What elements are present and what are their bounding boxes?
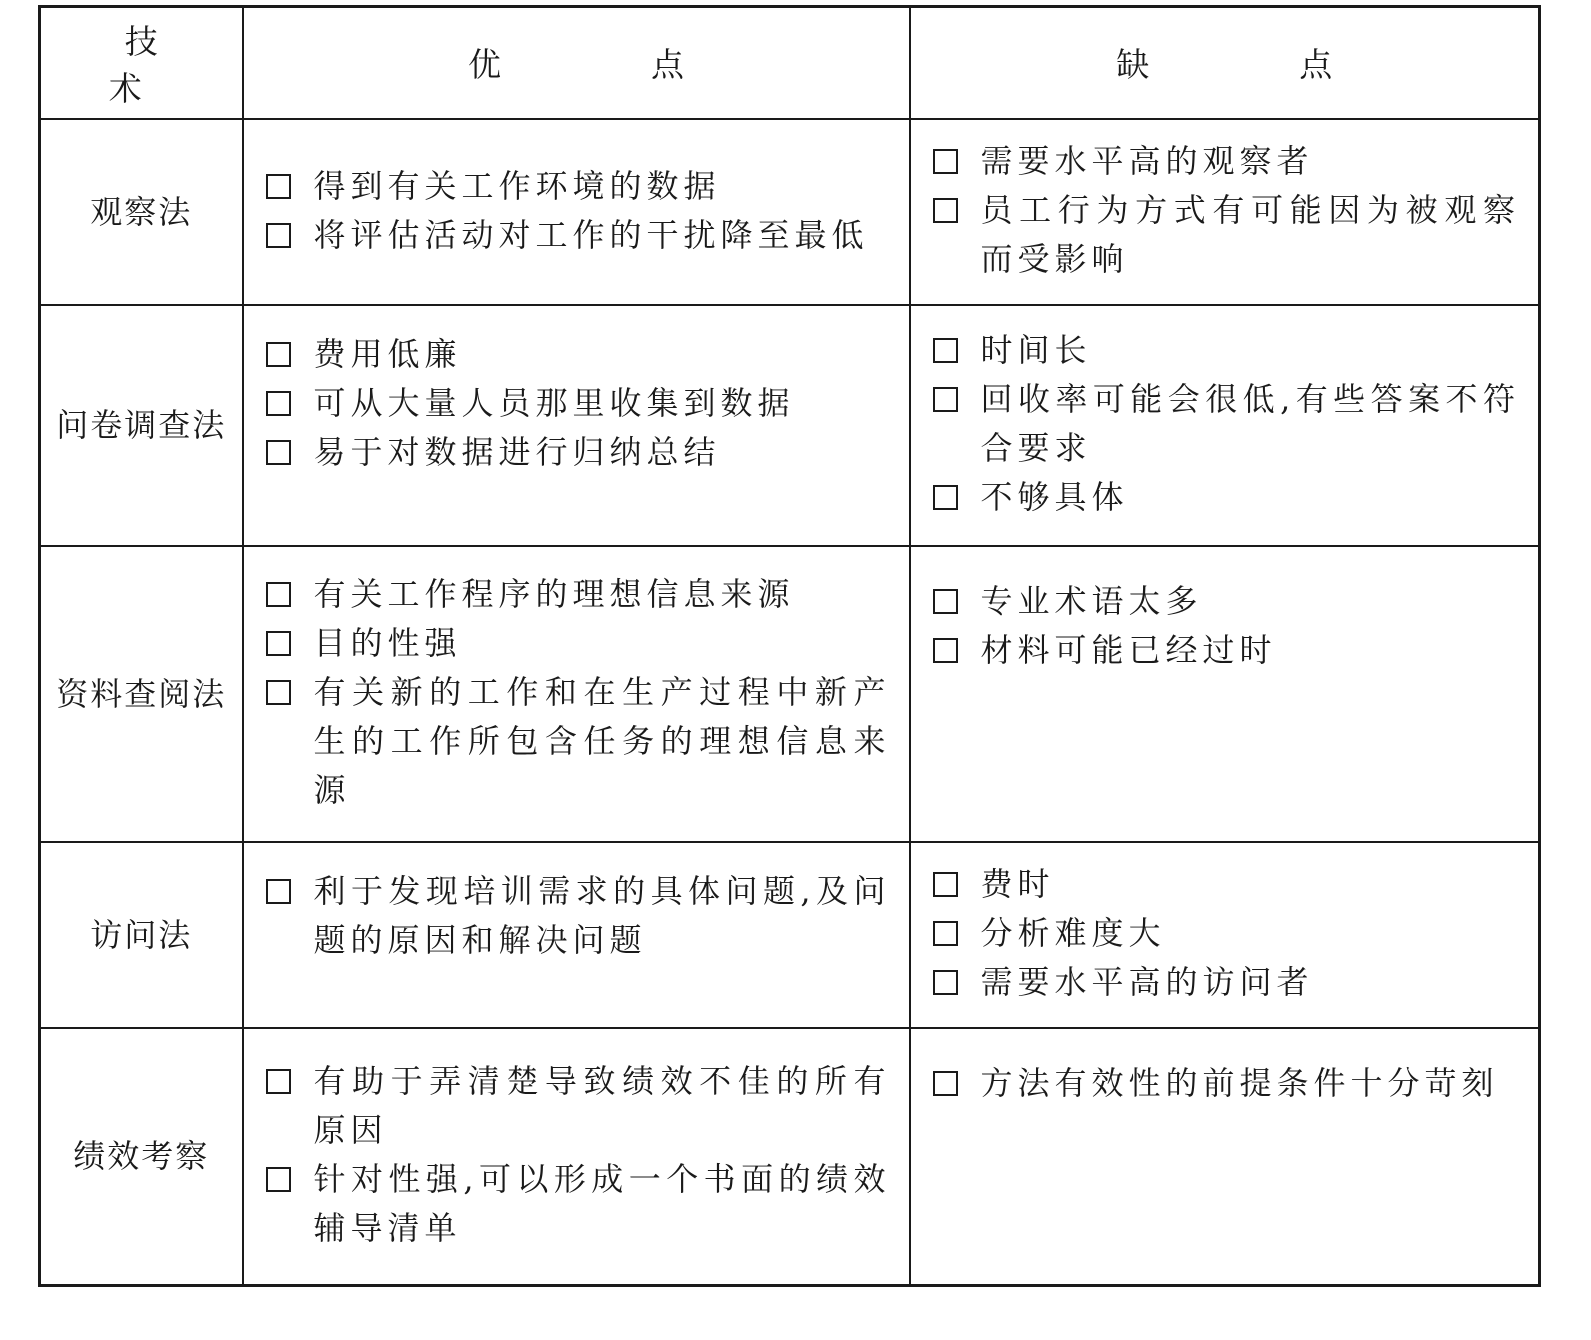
checkbox-icon (933, 485, 958, 510)
checkbox-icon (933, 970, 958, 995)
checkbox-icon (933, 198, 958, 223)
checkbox-icon (266, 440, 291, 465)
header-cons: 缺点 (910, 7, 1540, 119)
cons-cell (910, 305, 1540, 546)
pros-list (244, 867, 909, 965)
list-item: 材料可能已经过时 (933, 626, 1521, 675)
list-item: 时间长 (933, 326, 1521, 375)
list-item: 员工行为方式有可能因为被观察而受影响 (933, 186, 1521, 284)
technique-name: 问卷调查法 (40, 305, 243, 546)
pros-list (244, 162, 909, 260)
checkbox-icon (933, 149, 958, 174)
checkbox-icon (933, 921, 958, 946)
checkbox-icon (933, 638, 958, 663)
technique-name: 访问法 (40, 842, 243, 1028)
table-row (40, 305, 1540, 546)
checkbox-icon (933, 1071, 958, 1096)
header-row (40, 7, 1540, 119)
cons-cell (910, 546, 1540, 842)
table-row (40, 842, 1540, 1028)
list-item: 得到有关工作环境的数据 (266, 162, 891, 211)
list-item: 分析难度大 (933, 909, 1521, 958)
checkbox-icon (933, 338, 958, 363)
checkbox-icon (266, 342, 291, 367)
cons-cell (910, 1028, 1540, 1286)
list-item: 将评估活动对工作的干扰降至最低 (266, 211, 891, 260)
technique-comparison-table (38, 5, 1541, 1287)
checkbox-icon (266, 1167, 291, 1192)
checkbox-icon (266, 391, 291, 416)
checkbox-icon (933, 387, 958, 412)
table-row (40, 546, 1540, 842)
checkbox-icon (933, 872, 958, 897)
pros-cell (243, 842, 910, 1028)
list-item: 需要水平高的访问者 (933, 958, 1521, 1007)
cons-list (911, 137, 1539, 284)
checkbox-icon (266, 1069, 291, 1094)
table-row (40, 119, 1540, 305)
pros-list (244, 570, 909, 815)
pros-cell (243, 119, 910, 305)
header-technique: 技 术 (40, 7, 243, 119)
cons-list (911, 326, 1539, 522)
pros-list (244, 1057, 909, 1253)
header-pros: 优点 (243, 7, 910, 119)
technique-name: 观察法 (40, 119, 243, 305)
list-item: 有助于弄清楚导致绩效不佳的所有原因 (266, 1057, 891, 1155)
pros-cell (243, 1028, 910, 1286)
list-item: 需要水平高的观察者 (933, 137, 1521, 186)
technique-name: 资料查阅法 (40, 546, 243, 842)
cons-list (911, 860, 1539, 1007)
checkbox-icon (266, 223, 291, 248)
list-item: 利于发现培训需求的具体问题,及问题的原因和解决问题 (266, 867, 891, 965)
list-item: 方法有效性的前提条件十分苛刻 (933, 1059, 1521, 1108)
checkbox-icon (266, 582, 291, 607)
list-item: 专业术语太多 (933, 577, 1521, 626)
checkbox-icon (266, 174, 291, 199)
list-item: 费用低廉 (266, 330, 891, 379)
pros-list (244, 330, 909, 477)
list-item: 不够具体 (933, 473, 1521, 522)
checkbox-icon (933, 589, 958, 614)
cons-cell (910, 119, 1540, 305)
list-item: 易于对数据进行归纳总结 (266, 428, 891, 477)
checkbox-icon (266, 680, 291, 705)
list-item: 可从大量人员那里收集到数据 (266, 379, 891, 428)
list-item: 有关新的工作和在生产过程中新产生的工作所包含任务的理想信息来源 (266, 668, 891, 815)
pros-cell (243, 546, 910, 842)
technique-name: 绩效考察 (40, 1028, 243, 1286)
table-row (40, 1028, 1540, 1286)
list-item: 目的性强 (266, 619, 891, 668)
list-item: 费时 (933, 860, 1521, 909)
checkbox-icon (266, 879, 291, 904)
cons-list (911, 1059, 1539, 1108)
list-item: 回收率可能会很低,有些答案不符合要求 (933, 375, 1521, 473)
pros-cell (243, 305, 910, 546)
checkbox-icon (266, 631, 291, 656)
list-item: 针对性强,可以形成一个书面的绩效辅导清单 (266, 1155, 891, 1253)
cons-list (911, 577, 1539, 675)
cons-cell (910, 842, 1540, 1028)
list-item: 有关工作程序的理想信息来源 (266, 570, 891, 619)
